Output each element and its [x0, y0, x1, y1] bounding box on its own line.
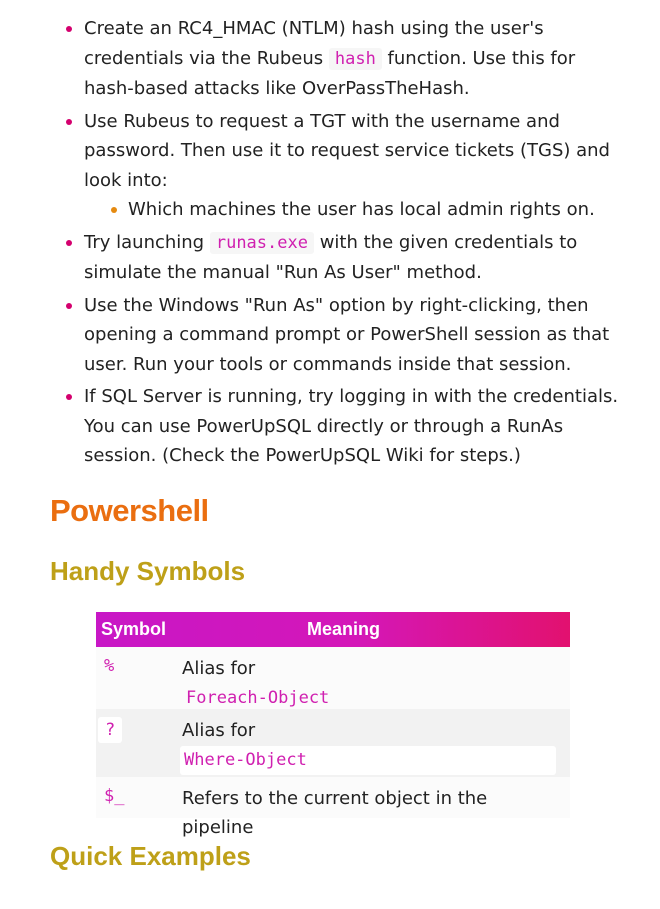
list-item: Use the Windows "Run As" option by right-clicking, then opening a command prompt or PowerShell session as that user. Run your tools or commands inside that session.	[0, 291, 660, 380]
list-item: Use Rubeus to request a TGT with the username and password. Then use it to request service tickets (TGS) and look into: Which machines the user has local admin rights on.	[0, 107, 660, 225]
table-row	[96, 647, 570, 709]
meaning-text: Refers to the current object in the pipeline	[182, 788, 488, 838]
subheading-handy-symbols: Handy Symbols	[50, 556, 246, 586]
table-header	[96, 612, 570, 647]
symbol-cell: $_	[104, 786, 125, 806]
meaning-text: Alias for	[182, 658, 256, 679]
list-item: Create an RC4_HMAC (NTLM) hash using the user's credentials via the Rubeus hash function. Use this for hash-based attacks like OverPassTheHash.	[0, 14, 660, 104]
header-meaning: Meaning	[306, 619, 380, 639]
sub-list	[84, 195, 620, 225]
symbol-cell: %	[104, 656, 115, 676]
meaning-code: Where-Object	[180, 746, 556, 775]
meaning-code: Foreach-Object	[186, 688, 330, 708]
symbols-table	[96, 612, 570, 838]
sub-list-item: Which machines the user has local admin rights on.	[84, 195, 620, 225]
section-heading-powershell: Powershell	[50, 493, 209, 528]
header-symbol: Symbol	[101, 619, 167, 639]
table-row	[96, 777, 570, 838]
table-row	[96, 709, 570, 777]
bullet-list	[0, 14, 660, 474]
meaning-text: Alias for	[182, 720, 256, 741]
subheading-quick-examples: Quick Examples	[50, 841, 251, 871]
inline-code-runas: runas.exe	[210, 232, 314, 254]
inline-code-hash: hash	[329, 48, 382, 70]
symbol-cell: ?	[98, 717, 122, 743]
list-item: Try launching runas.exe with the given credentials to simulate the manual "Run As User" method.	[0, 228, 660, 288]
list-item: If SQL Server is running, try logging in with the credentials. You can use PowerUpSQL directly or through a RunAs session. (Check the PowerUpSQL Wiki for steps.)	[0, 382, 660, 471]
